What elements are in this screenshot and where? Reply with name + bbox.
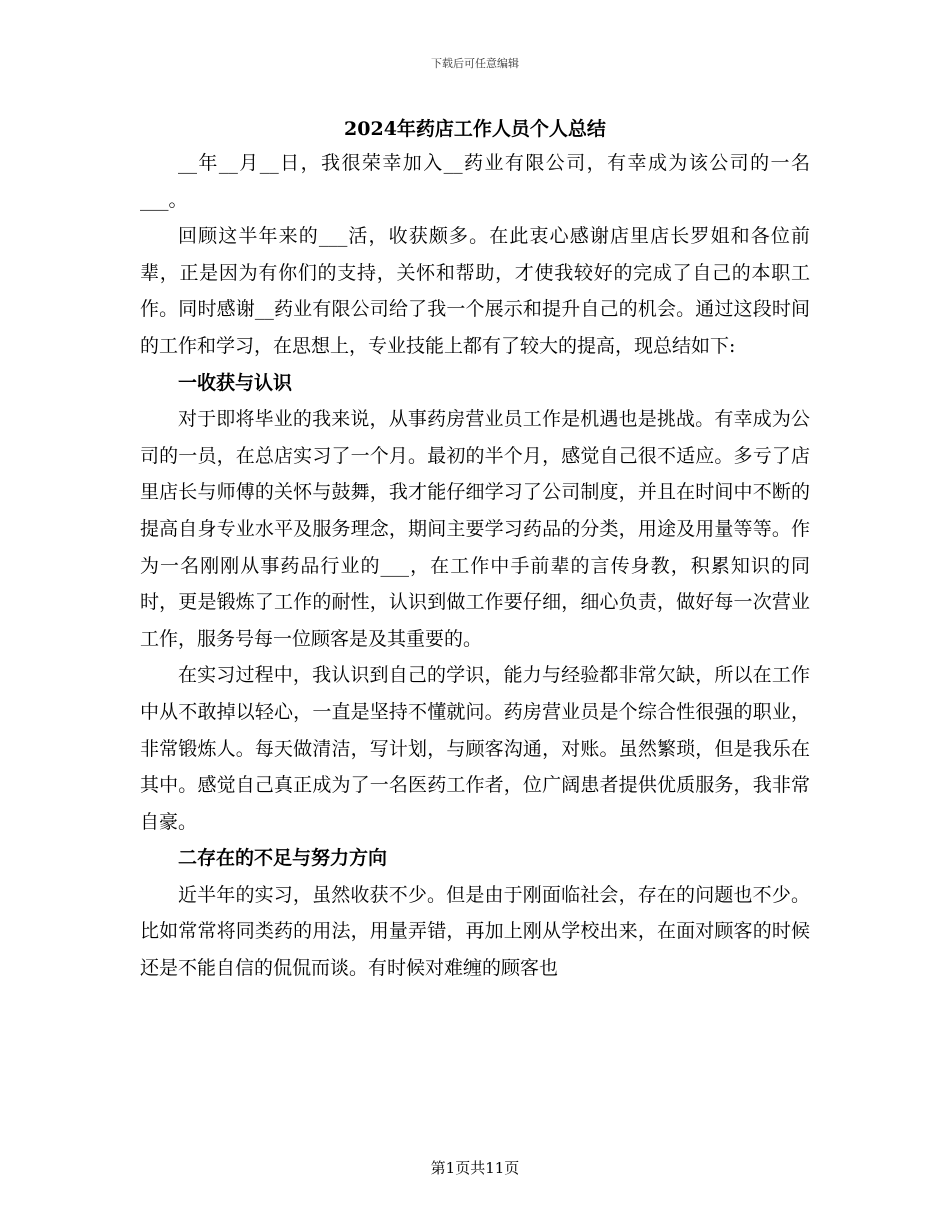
paragraph-gains: 对于即将毕业的我来说，从事药房营业员工作是机遇也是挑战。有幸成为公司的一员，在总店实习了一个月。最初的半个月，感觉自己很不适应。多亏了店里店长与师傅的关怀与鼓舞，我才能仔细学习了公司制度，并且在时间中不断的提高自身专业水平及服务理念，期间主要学习药品的分类，用途及用量等等。作为一名刚刚从事药品行业的___，在工作中手前辈的言传身教，积累知识的同时，更是锻炼了工作的耐性，认识到做工作要仔细，细心负责，做好每一次营业工作，服务号每一位顾客是及其重要的。 [140,408,810,650]
paragraph-shortcomings: 近半年的实习，虽然收获不少。但是由于刚面临社会，存在的问题也不少。比如常常将同类药的用法，用量弄错，再加上刚从学校出来，在面对顾客的时候还是不能自信的侃侃而谈。有时候对难缠的顾客也 [140,883,810,980]
paragraph-internship: 在实习过程中，我认识到自己的学识，能力与经验都非常欠缺，所以在工作中从不敢掉以轻心，一直是坚持不懂就问。药房营业员是个综合性很强的职业，非常锻炼人。每天做清洁，写计划，与顾客沟通，对账。虽然繁琐，但是我乐在其中。感觉自己真正成为了一名医药工作者，位广阔患者提供优质服务，我非常自豪。 [140,664,810,833]
page-number: 第1页共11页 [430,1159,520,1177]
page-header: 下载后可任意编辑 [431,57,519,70]
document-body [140,145,810,987]
paragraph-review: 回顾这半年来的___活，收获颇多。在此衷心感谢店里店长罗姐和各位前辈，正是因为有你们的支持，关怀和帮助，才使我较好的完成了自己的本职工作。同时感谢__药业有限公司给了我一个展示和提升自己的机会。通过这段时间的工作和学习，在思想上，专业技能上都有了较大的提高，现总结如下: [140,225,810,357]
section-heading-gains: 一收获与认识 [178,371,293,394]
document-title: 2024年药店工作人员个人总结 [344,118,606,140]
paragraph-intro: __年__月__日，我很荣幸加入__药业有限公司，有幸成为该公司的一名___。 [140,152,810,211]
section-heading-shortcomings: 二存在的不足与努力方向 [178,847,388,870]
